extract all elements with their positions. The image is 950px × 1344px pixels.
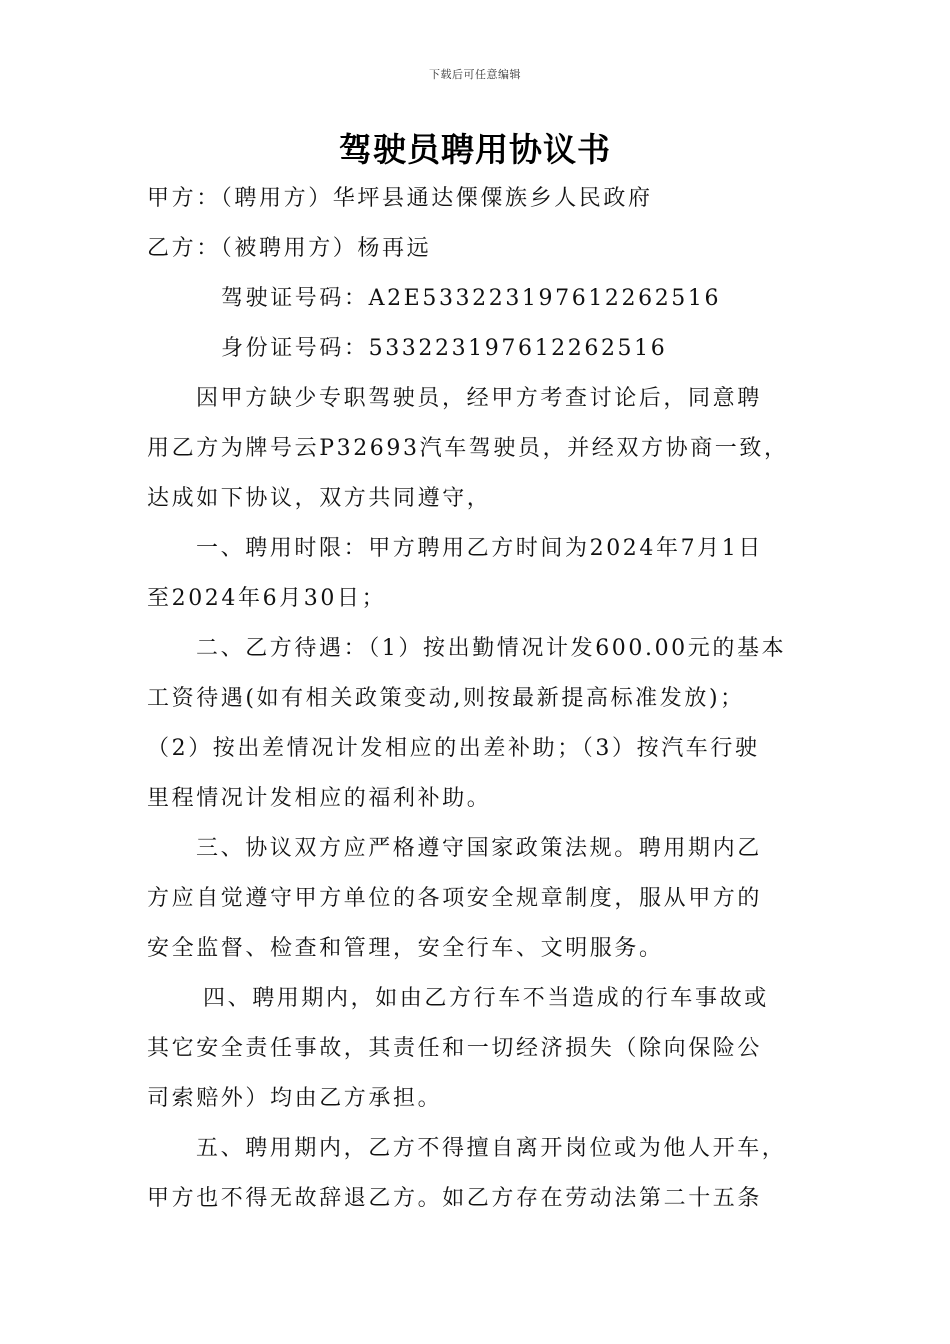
clause4-line-2: 其它安全责任事故，其责任和一切经济损失（除向保险公 <box>147 1036 763 1061</box>
clause4-line-1: 四、聘用期内，如由乙方行车不当造成的行车事故或 <box>203 986 769 1011</box>
license-line: 驾驶证号码：A2E533223197612262516 <box>221 286 722 311</box>
party-b-line: 乙方：（被聘用方）杨再远 <box>147 236 432 261</box>
clause2-line-1: 二、乙方待遇：（1）按出勤情况计发600.00元的基本 <box>196 636 787 661</box>
clause2-line-2: 工资待遇(如有相关政策变动,则按最新提高标准发放)； <box>147 686 745 711</box>
header-note: 下载后可任意编辑 <box>429 68 521 81</box>
clause2-line-4: 里程情况计发相应的福利补助。 <box>147 786 492 811</box>
clause4-line-3: 司索赔外）均由乙方承担。 <box>147 1086 443 1111</box>
intro-line-1: 因甲方缺少专职驾驶员，经甲方考查讨论后，同意聘 <box>196 386 762 411</box>
clause5-line-1: 五、聘用期内，乙方不得擅自离开岗位或为他人开车， <box>196 1136 787 1161</box>
document-title: 驾驶员聘用协议书 <box>339 130 611 169</box>
clause1-line-1: 一、聘用时限：甲方聘用乙方时间为2024年7月1日 <box>196 536 763 561</box>
clause2-line-3: （2）按出差情况计发相应的出差补助；（3）按汽车行驶 <box>147 736 760 761</box>
clause3-line-2: 方应自觉遵守甲方单位的各项安全规章制度，服从甲方的 <box>147 886 763 911</box>
intro-line-2: 用乙方为牌号云P32693汽车驾驶员，并经双方协商一致， <box>147 436 789 461</box>
clause3-line-3: 安全监督、检查和管理，安全行车、文明服务。 <box>147 936 664 961</box>
party-a-line: 甲方：（聘用方）华坪县通达傈僳族乡人民政府 <box>147 186 653 211</box>
clause1-line-2: 至2024年6月30日； <box>147 586 387 611</box>
intro-line-3: 达成如下协议，双方共同遵守， <box>147 486 492 511</box>
id-number-line: 身份证号码：533223197612262516 <box>221 336 668 361</box>
clause3-line-1: 三、协议双方应严格遵守国家政策法规。聘用期内乙 <box>196 836 762 861</box>
clause5-line-2: 甲方也不得无故辞退乙方。如乙方存在劳动法第二十五条 <box>147 1186 763 1211</box>
